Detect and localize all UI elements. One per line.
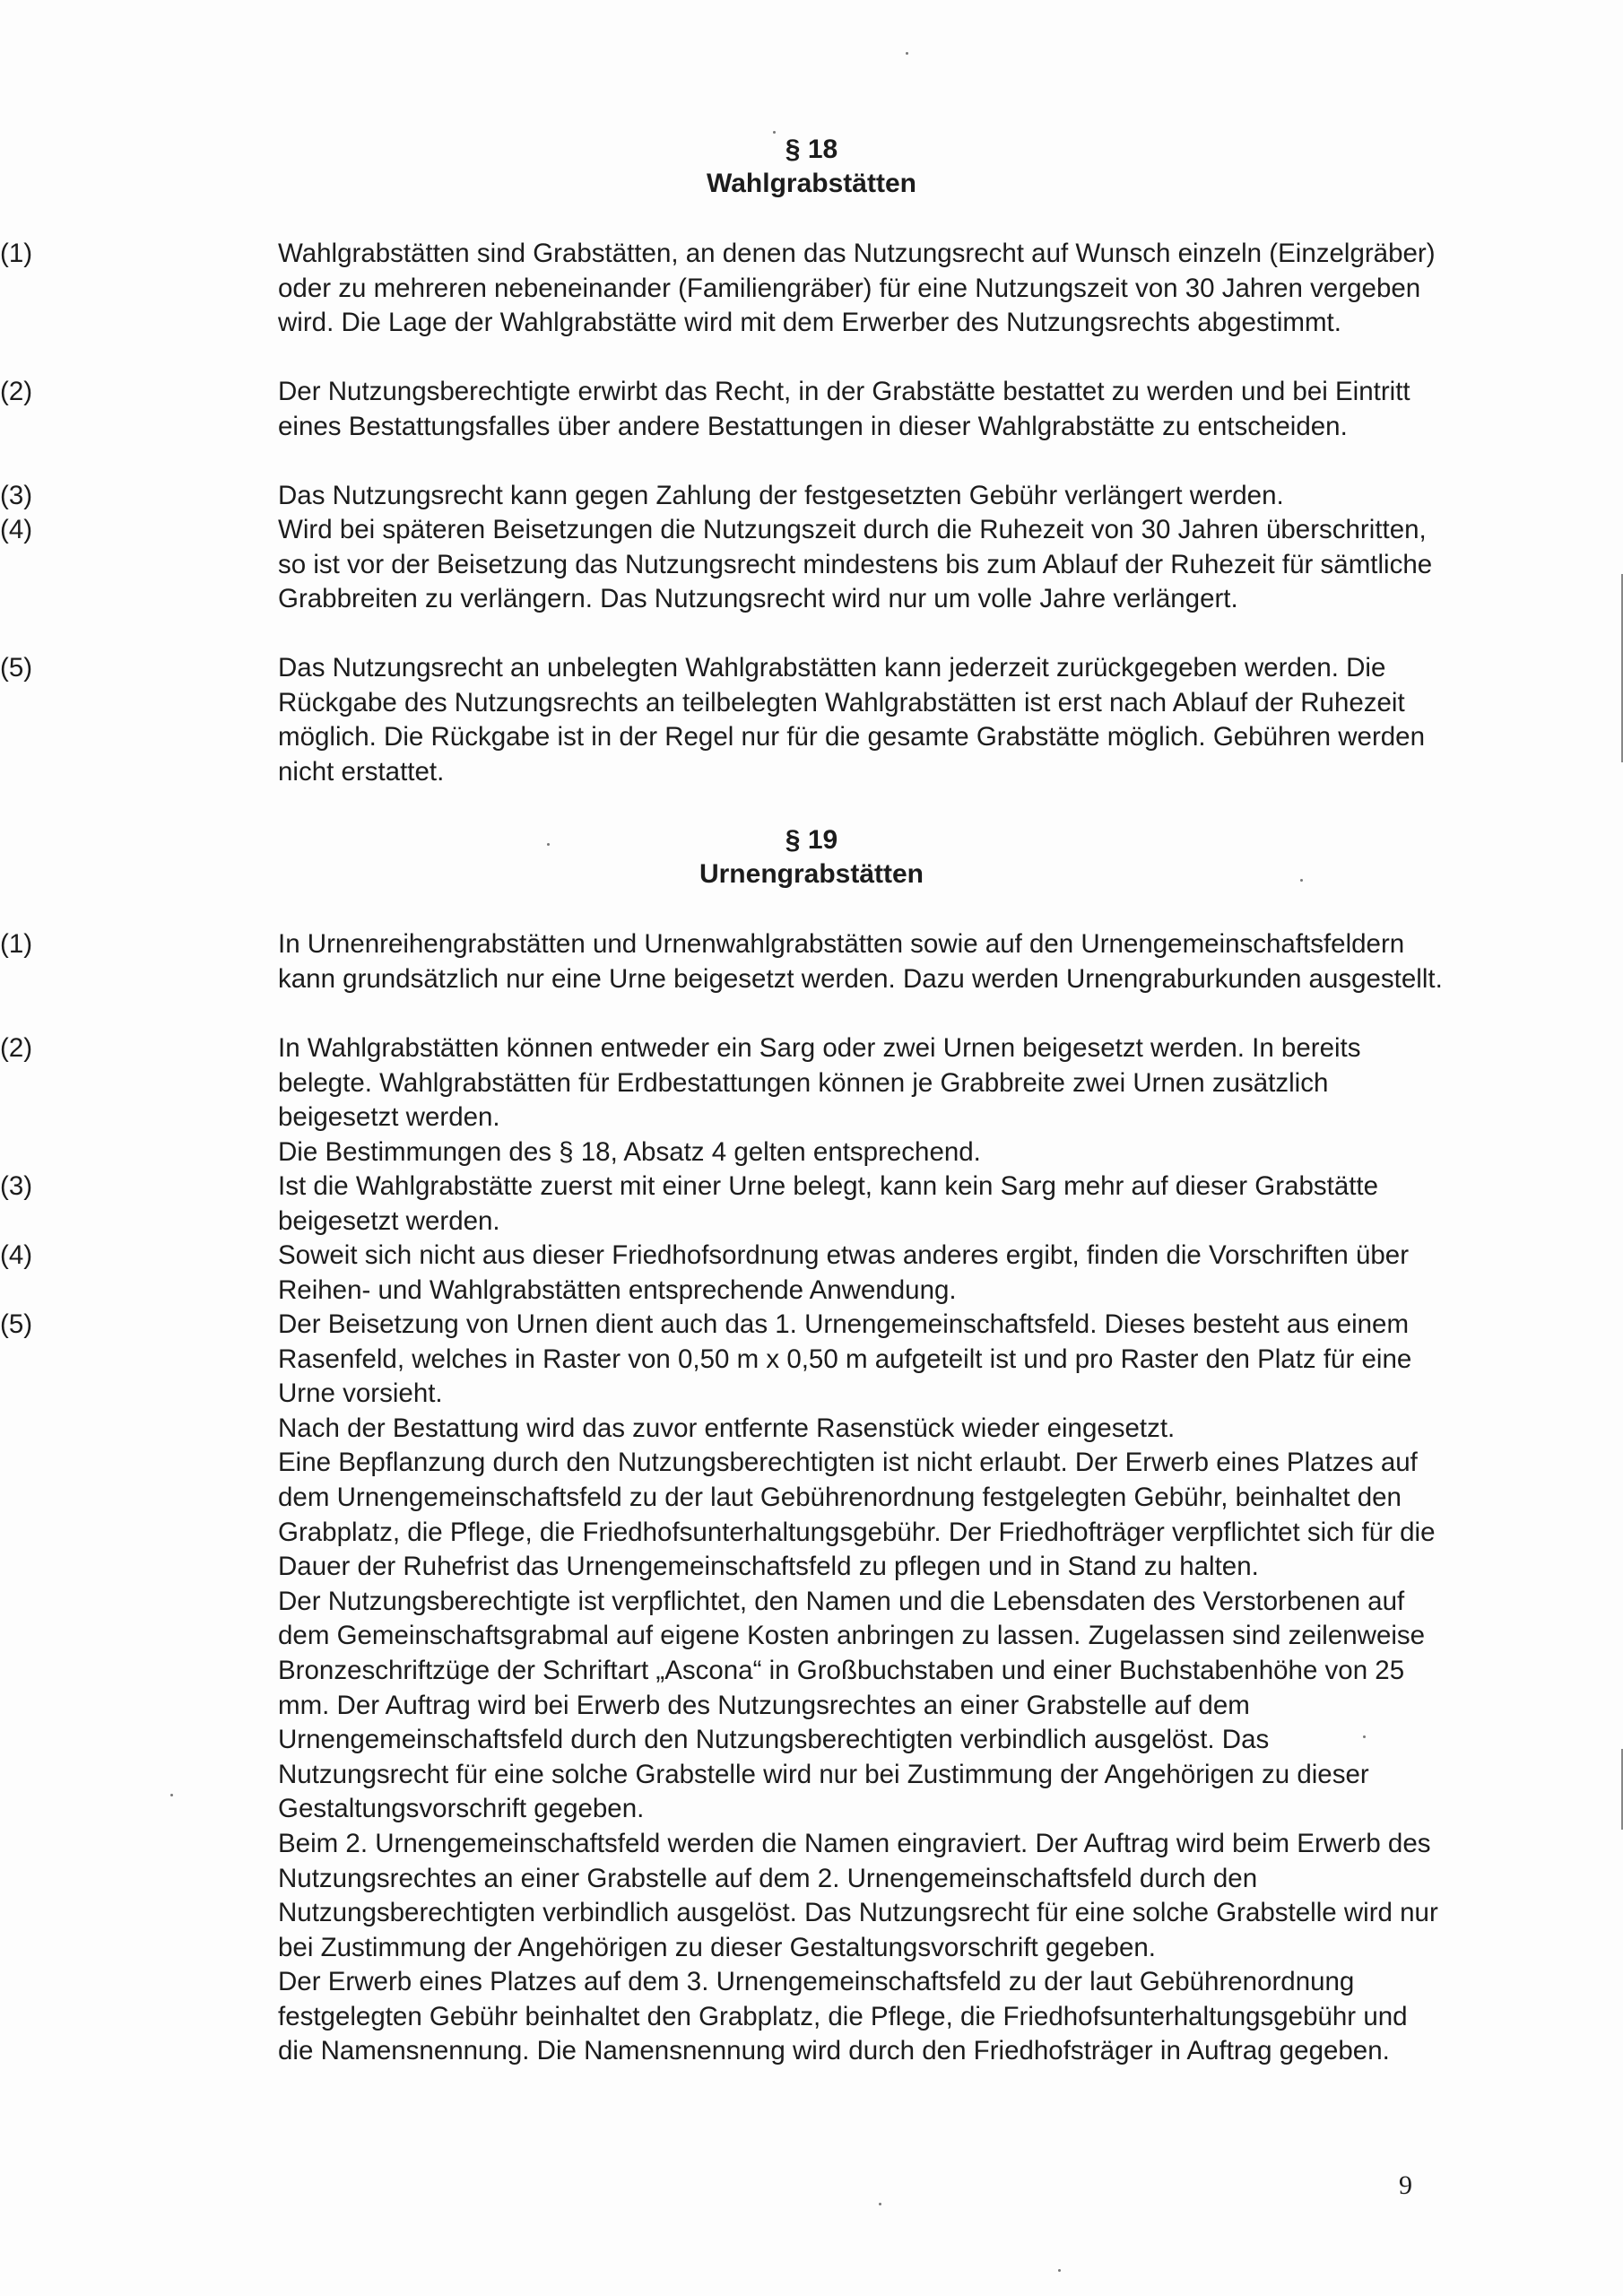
scan-speck <box>547 843 550 846</box>
paragraph-number: (5) <box>0 1309 33 1339</box>
section-19-heading <box>0 823 1623 891</box>
section-18-paragraph-2 <box>0 375 1444 444</box>
paragraph-text: Wird bei späteren Beisetzungen die Nutzungszeit durch die Ruhezeit von 30 Jahren überschritten, so ist vor der Beisetzung das Nutzungsrecht mindestens bis zum Ablauf der Ruhezeit für sämtliche Grabbreiten zu verlängern. Das Nutzungsrecht wird nur um volle Jahre verlängert. <box>278 515 1433 614</box>
section-19-paragraph-1 <box>0 927 1444 996</box>
paragraph-continuation: Der Nutzungsberechtigte ist verpflichtet, den Namen und die Lebensdaten des Verstorbenen auf dem Gemeinschaftsgrabmal auf eigene Kosten anbringen zu lassen. Zugelassen sind zeilenweise Bronzeschriftzüge der Schriftart „Ascona“ in Großbuchstaben und einer Buchstabenhöhe von 25 mm. Der Auftrag wird bei Erwerb des Nutzungsrechtes an einer Grabstelle auf dem Urnengemeinschaftsfeld durch den Nutzungsberechtigten verbindlich ausgelöst. Das Nutzungsrecht für eine solche Grabstelle wird nur bei Zustimmung der Angehörigen zu dieser Gestaltungsvorschrift gegeben. <box>278 1586 1426 1824</box>
section-19-paragraph-5 <box>0 1308 1444 2069</box>
paragraph-text: Ist die Wahlgrabstätte zuerst mit einer Urne belegt, kann kein Sarg mehr auf dieser Grabstätte beigesetzt werden. <box>278 1171 1379 1236</box>
paragraph-text: Der Nutzungsberechtigte erwirbt das Recht, in der Grabstätte bestattet zu werden und bei Eintritt eines Bestattungsfalles über andere Bestattungen in dieser Wahlgrabstätte zu entscheiden. <box>278 377 1410 441</box>
paragraph-text: In Urnenreihengrabstätten und Urnenwahlgrabstätten sowie auf den Urnengemeinschaftsfeldern kann grundsätzlich nur eine Urne beigesetzt werden. Dazu werden Urnengraburkunden ausgestellt. <box>278 929 1443 994</box>
paragraph-number: (1) <box>0 929 33 959</box>
paragraph-continuation: Die Bestimmungen des § 18, Absatz 4 gelten entsprechend. <box>278 1136 981 1167</box>
paragraph-number: (3) <box>0 1171 33 1201</box>
section-18-paragraph-3 <box>0 479 1444 514</box>
paragraph-text: Der Beisetzung von Urnen dient auch das 1. Urnengemeinschaftsfeld. Dieses besteht aus einem Rasenfeld, welches in Raster von 0,50 m x 0,50 m aufgeteilt ist und pro Raster den Platz für eine Urne vorsieht. <box>278 1309 1412 1409</box>
paragraph-number: (4) <box>0 1240 33 1270</box>
paragraph-text: Das Nutzungsrecht an unbelegten Wahlgrabstätten kann jederzeit zurückgegeben werden. Die Rückgabe des Nutzungsrechts an teilbelegten Wahlgrabstätten ist erst nach Ablauf der Ruhezeit möglich. Die Rückgabe ist in der Regel nur für die gesamte Grabstätte möglich. Gebühren werden nicht erstattet. <box>278 653 1425 787</box>
section-18-heading <box>0 133 1623 201</box>
paragraph-continuation: Nach der Bestattung wird das zuvor entfernte Rasenstück wieder eingesetzt. <box>278 1413 1176 1443</box>
section-18-paragraph-5 <box>0 651 1444 789</box>
section-19-paragraph-2 <box>0 1031 1444 1170</box>
page-number: 9 <box>1399 2170 1412 2200</box>
scan-speck <box>170 1794 173 1796</box>
section-19-paragraph-3 <box>0 1170 1444 1239</box>
scan-speck <box>1300 879 1303 882</box>
section-number: § 18 <box>785 135 838 164</box>
section-18-paragraph-1 <box>0 237 1444 341</box>
paragraph-number: (2) <box>0 377 33 406</box>
scan-speck <box>773 131 776 134</box>
paragraph-continuation: Eine Bepflanzung durch den Nutzungsberechtigten ist nicht erlaubt. Der Erwerb eines Platzes auf dem Urnengemeinschaftsfeld zu der laut Gebührenordnung festgelegten Gebühr, beinhaltet den Grabplatz, die Pflege, die Friedhofsunterhaltungsgebühr. Der Friedhofträger verpflichtet sich für die Dauer der Ruhefrist das Urnengemeinschaftsfeld zu pflegen und in Stand zu halten. <box>278 1448 1436 1582</box>
section-19-paragraph-4 <box>0 1239 1444 1308</box>
paragraph-number: (1) <box>0 239 33 268</box>
paragraph-text: Soweit sich nicht aus dieser Friedhofsordnung etwas anderes ergibt, finden die Vorschriften über Reihen- und Wahlgrabstätten entsprechende Anwendung. <box>278 1240 1410 1305</box>
section-number: § 19 <box>785 825 838 855</box>
section-18-paragraph-4 <box>0 513 1444 617</box>
scan-speck <box>1363 1735 1366 1738</box>
scan-speck <box>879 2203 881 2205</box>
paragraph-continuation: Beim 2. Urnengemeinschaftsfeld werden die Namen eingraviert. Der Auftrag wird beim Erwerb des Nutzungsrechtes an einer Grabstelle auf dem 2. Urnengemeinschaftsfeld durch den Nutzungsberechtigten verbindlich ausgelöst. Das Nutzungsrecht für eine solche Grabstelle wird nur bei Zustimmung der Angehörigen zu dieser Gestaltungsvorschrift gegeben. <box>278 1828 1438 1962</box>
scan-speck <box>906 52 908 55</box>
paragraph-text: Das Nutzungsrecht kann gegen Zahlung der festgesetzten Gebühr verlängert werden. <box>278 481 1284 510</box>
paragraph-text: In Wahlgrabstätten können entweder ein Sarg oder zwei Urnen beigesetzt werden. In bereits belegte. Wahlgrabstätten für Erdbestattungen können je Grabbreite zwei Urnen zusätzlich beigesetzt werden. <box>278 1033 1361 1133</box>
paragraph-text: Wahlgrabstätten sind Grabstätten, an denen das Nutzungsrecht auf Wunsch einzeln (Einzelgräber) oder zu mehreren nebeneinander (Familiengräber) für eine Nutzungszeit von 30 Jahren vergeben wird. Die Lage der Wahlgrabstätte wird mit dem Erwerber des Nutzungsrechts abgestimmt. <box>278 239 1436 338</box>
section-title: Urnengrabstätten <box>699 859 924 889</box>
paragraph-number: (4) <box>0 515 33 544</box>
paragraph-continuation: Der Erwerb eines Platzes auf dem 3. Urnengemeinschaftsfeld zu der laut Gebührenordnung festgelegten Gebühr beinhaltet den Grabplatz, die Pflege, die Friedhofsunterhaltungsgebühr und die Namensnennung. Die Namensnennung wird durch den Friedhofsträger in Auftrag gegeben. <box>278 1967 1408 2066</box>
paragraph-number: (3) <box>0 481 33 510</box>
section-title: Wahlgrabstätten <box>707 169 916 198</box>
paragraph-number: (5) <box>0 653 33 683</box>
paragraph-number: (2) <box>0 1033 33 1063</box>
scan-speck <box>1058 2269 1061 2272</box>
